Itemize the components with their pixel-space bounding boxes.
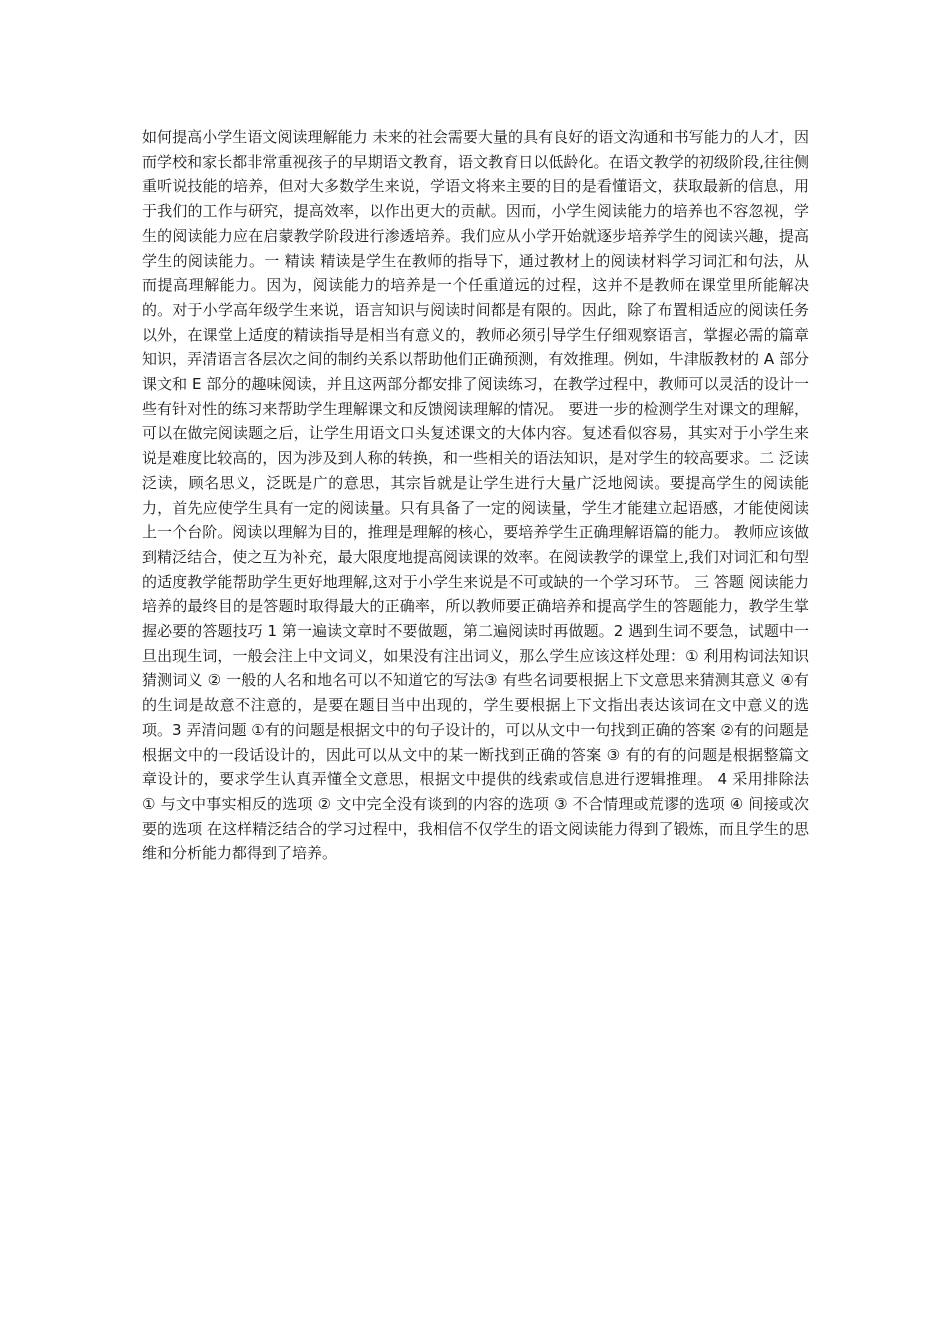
article-body-text: 如何提高小学生语文阅读理解能力 未来的社会需要大量的具有良好的语文沟通和书写能力的人才，因而学校和家长都非常重视孩子的早期语文教育，语文教育日以低龄化。在语文教学的初级阶段,往往侧重听说技能的培养，但对大多数学生来说，学语文将来主要的目的是看懂语文，获取最新的信息，用于我们的工作与研究，提高效率，以作出更大的贡献。因而，小学生阅读能力的培养也不容忽视，学生的阅读能力应在启蒙教学阶段进行渗透培养。我们应从小学开始就逐步培养学生的阅读兴趣，提高学生的阅读能力。一 精读 精读是学生在教师的指导下，通过教材上的阅读材料学习词汇和句法，从而提高理解能力。因为，阅读能力的培养是一个任重道远的过程，这并不是教师在课堂里所能解决的。对于小学高年级学生来说，语言知识与阅读时间都是有限的。因此，除了布置相适应的阅读任务以外，在课堂上适度的精读指导是相当有意义的，教师必须引导学生仔细观察语言，掌握必需的篇章知识，弄清语言各层次之间的制约关系以帮助他们正确预测，有效推理。例如，牛津版教材的 A 部分课文和 E 部分的趣味阅读，并且这两部分都安排了阅读练习，在教学过程中，教师可以灵活的设计一些有针对性的练习来帮助学生理解课文和反馈阅读理解的情况。 要进一步的检测学生对课文的理解，可以在做完阅读题之后，让学生用语文口头复述课文的大体内容。复述看似容易，其实对于小学生来说是难度比较高的，因为涉及到人称的转换，和一些相关的语法知识，是对学生的较高要求。二 泛读 泛读，顾名思义，泛既是广的意思，其宗旨就是让学生进行大量广泛地阅读。要提高学生的阅读能力，首先应使学生具有一定的阅读量。只有具备了一定的阅读量，学生才能建立起语感，才能使阅读上一个台阶。阅读以理解为目的，推理是理解的核心，要培养学生正确理解语篇的能力。 教师应该做到精泛结合，使之互为补充，最大限度地提高阅读课的效率。在阅读教学的课堂上,我们对词汇和句型的适度教学能帮助学生更好地理解,这对于小学生来说是不可或缺的一个学习环节。 三 答题 阅读能力培养的最终目的是答题时取得最大的正确率，所以教师要正确培养和提高学生的答题能力，教学生掌握必要的答题技巧 1 第一遍读文章时不要做题，第二遍阅读时再做题。2 遇到生词不要急，试题中一旦出现生词，一般会注上中文词义，如果没有注出词义，那么学生应该这样处理：① 利用构词法知识猜测词义 ② 一般的人名和地名可以不知道它的写法③ 有些名词要根据上下文意思来猜测其意义 ④有的生词是故意不注意的，是要在题目当中出现的，学生要根据上下文指出表达该词在文中意义的选项。3 弄清问题 ①有的问题是根据文中的句子设计的，可以从文中一句找到正确的答案 ②有的问题是根据文中的一段话设计的，因此可以从文中的某一断找到正确的答案 ③ 有的有的问题是根据整篇文章设计的，要求学生认真弄懂全文意思，根据文中提供的线索或信息进行逻辑推理。 4 采用排除法 ① 与文中事实相反的选项 ② 文中完全没有谈到的内容的选项 ③ 不合情理或荒谬的选项 ④ 间接或次要的选项 在这样精泛结合的学习过程中，我相信不仅学生的语文阅读能力得到了锻炼，而且学生的思维和分析能力都得到了培养。 (142, 128, 809, 863)
